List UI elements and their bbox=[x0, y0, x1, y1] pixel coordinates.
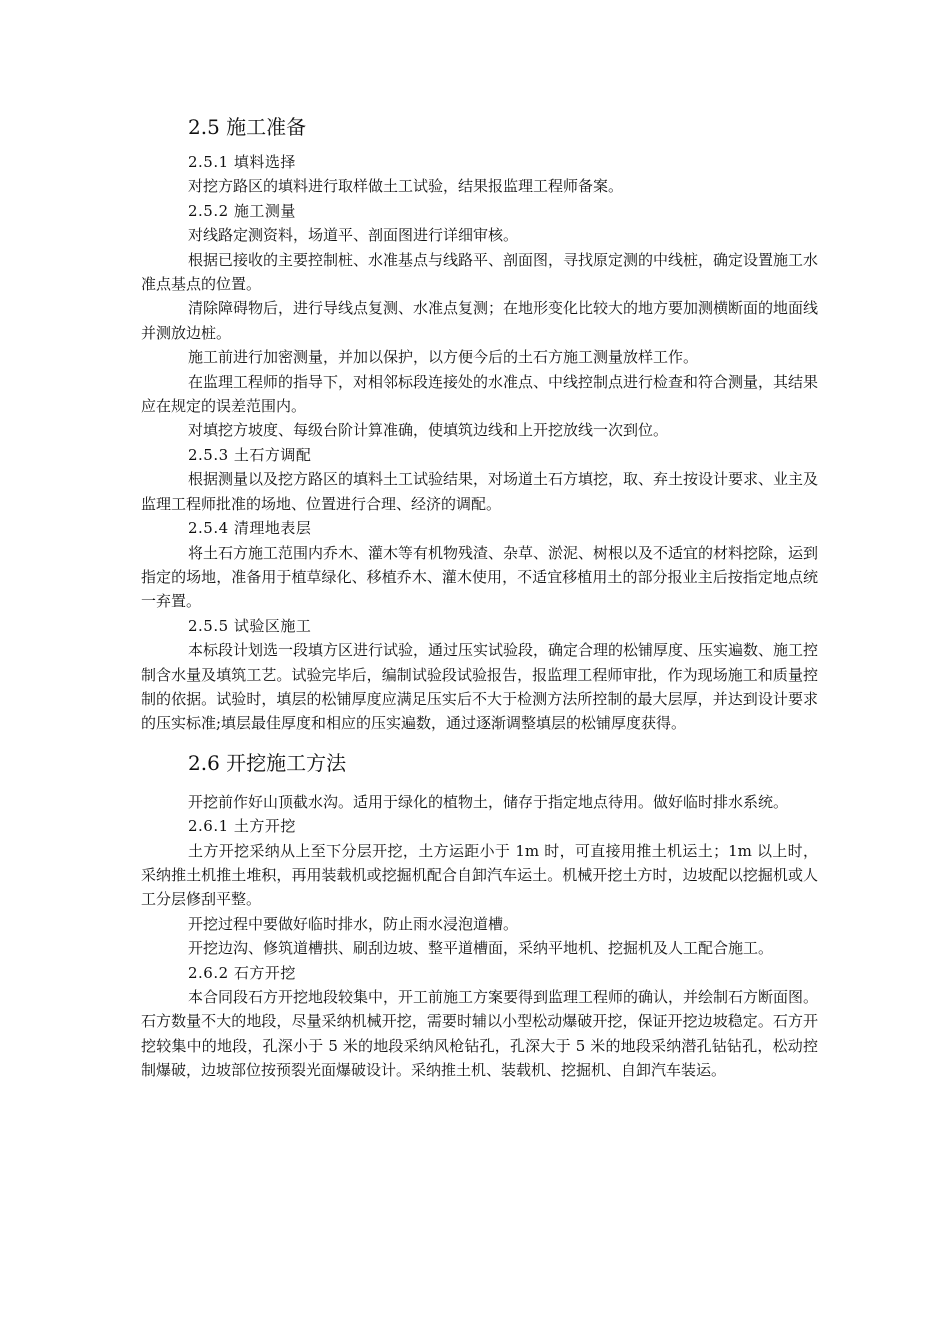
section-2-5-1-heading: 2.5.1 填料选择 bbox=[188, 153, 296, 171]
section-2-6-2-paragraph-1: 本合同段石方开挖地段较集中，开工前施工方案要得到监理工程师的确认，并绘制石方断面图。石方数量不大的地段，尽量采纳机械开挖，需要时辅以小型松动爆破开挖，保证开挖边坡稳定。石方开挖较集中的地段，孔深小于 5 米的地段采纳风枪钻孔，孔深大于 5 米的地段采纳潜孔钻钻孔，松动控制爆破，边坡部位按预裂光面爆破设计。采纳推土机、装载机、挖掘机、自卸汽车装运。 bbox=[141, 988, 819, 1080]
section-2-5-2-paragraph-3: 清除障碍物后，进行导线点复测、水准点复测；在地形变化比较大的地方要加测横断面的地面线并测放边桩。 bbox=[141, 299, 819, 342]
section-2-5-3-heading: 2.5.3 土石方调配 bbox=[188, 445, 312, 464]
section-2-6-1-heading: 2.6.1 土方开挖 bbox=[188, 817, 296, 836]
section-2-5-1-paragraph-1: 对挖方路区的填料进行取样做土工试验，结果报监理工程师备案。 bbox=[188, 177, 624, 196]
section-2-5-2-paragraph-1: 对线路定测资料，场道平、剖面图进行详细审核。 bbox=[188, 226, 519, 245]
section-2-5-2-heading: 2.5.2 施工测量 bbox=[188, 201, 296, 220]
section-2-5-5-paragraph-1: 本标段计划选一段填方区进行试验，通过压实试验段，确定合理的松铺厚度、压实遍数、施工控制含水量及填筑工艺。试验完毕后，编制试验段试验报告，报监理工程师审批，作为现场施工和质量控制的依据。试验时，填层的松铺厚度应满足压实后不大于检测方法所控制的最大层厚，并达到设计要求的压实标准;填层最佳厚度和相应的压实遍数，通过逐渐调整填层的松铺厚度获得。 bbox=[141, 641, 819, 733]
section-2-5-title: 2.5 施工准备 bbox=[188, 115, 307, 139]
section-2-6-title: 2.6 开挖施工方法 bbox=[188, 750, 347, 775]
section-2-5-2-paragraph-2: 根据已接收的主要控制桩、水准基点与线路平、剖面图，寻找原定测的中线桩，确定设置施工水准点基点的位置。 bbox=[141, 250, 819, 294]
section-2-6-2-heading: 2.6.2 石方开挖 bbox=[188, 963, 296, 982]
section-2-5-4-paragraph-1: 将土石方施工范围内乔木、灌木等有机物残渣、杂草、淤泥、树根以及不适宜的材料挖除，运到指定的场地，准备用于植草绿化、移植乔木、灌木使用，不适宜移植用土的部分报业主后按指定地点统一弃置。 bbox=[141, 543, 819, 611]
document-page bbox=[141, 112, 818, 1083]
section-2-6-1-paragraph-3: 开挖边沟、修筑道槽拱、刷刮边坡、整平道槽面，采纳平地机、挖掘机及人工配合施工。 bbox=[188, 939, 774, 958]
section-2-6-intro: 开挖前作好山顶截水沟。适用于绿化的植物土，储存于指定地点待用。做好临时排水系统。 bbox=[188, 792, 789, 811]
section-2-5-3-paragraph-1: 根据测量以及挖方路区的填料土工试验结果，对场道土石方填挖，取、弃土按设计要求、业主及监理工程师批准的场地、位置进行合理、经济的调配。 bbox=[141, 470, 819, 513]
section-2-5-2-paragraph-5: 在监理工程师的指导下，对相邻标段连接处的水准点、中线控制点进行检查和符合测量，其结果应在规定的误差范围内。 bbox=[141, 372, 819, 416]
section-2-6-1-paragraph-2: 开挖过程中要做好临时排水，防止雨水浸泡道槽。 bbox=[188, 914, 519, 933]
section-2-6-1-paragraph-1: 土方开挖采纳从上至下分层开挖，土方运距小于 1m 时，可直接用推土机运土；1m 以上时，采纳推土机推土堆积，再用装载机或挖掘机配合自卸汽车运土。机械开挖土方时，边坡配以挖掘机或人工分层修刮平整。 bbox=[141, 841, 818, 909]
section-2-5-2-paragraph-6: 对填挖方坡度、每级台阶计算准确，使填筑边线和上开挖放线一次到位。 bbox=[188, 421, 669, 440]
section-2-5-4-heading: 2.5.4 清理地表层 bbox=[188, 519, 312, 538]
section-2-5-2-paragraph-4: 施工前进行加密测量，并加以保护，以方便今后的土石方施工测量放样工作。 bbox=[188, 348, 699, 367]
section-2-5-5-heading: 2.5.5 试验区施工 bbox=[188, 616, 312, 635]
